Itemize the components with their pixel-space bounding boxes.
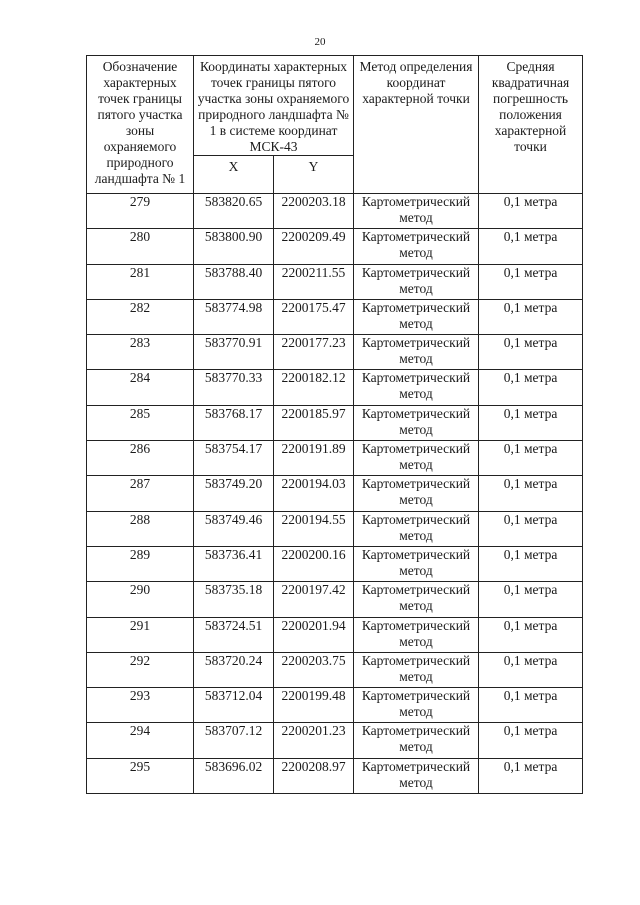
cell-method: Картометрический метод	[354, 511, 479, 546]
cell-y: 2200197.42	[274, 582, 354, 617]
cell-x: 583754.17	[194, 441, 274, 476]
cell-y: 2200201.94	[274, 617, 354, 652]
cell-method: Картометрический метод	[354, 758, 479, 793]
cell-id: 292	[87, 652, 194, 687]
cell-y: 2200182.12	[274, 370, 354, 405]
header-y: Y	[274, 156, 354, 194]
table-row	[87, 476, 583, 511]
cell-id: 294	[87, 723, 194, 758]
cell-error: 0,1 метра	[479, 335, 583, 370]
page-number: 20	[314, 36, 326, 48]
cell-y: 2200175.47	[274, 299, 354, 334]
table-row	[87, 582, 583, 617]
cell-x: 583736.41	[194, 546, 274, 581]
cell-error: 0,1 метра	[479, 723, 583, 758]
cell-x: 583770.91	[194, 335, 274, 370]
table-row	[87, 617, 583, 652]
cell-id: 295	[87, 758, 194, 793]
table-body	[87, 194, 583, 794]
cell-y: 2200199.48	[274, 688, 354, 723]
cell-y: 2200191.89	[274, 441, 354, 476]
cell-x: 583749.46	[194, 511, 274, 546]
cell-method: Картометрический метод	[354, 370, 479, 405]
cell-id: 282	[87, 299, 194, 334]
cell-error: 0,1 метра	[479, 229, 583, 264]
header-designation: Обозначение характерных точек границы пятого участка зоны охраняемого природного ландшафта № 1	[87, 56, 194, 194]
cell-error: 0,1 метра	[479, 688, 583, 723]
table-row	[87, 264, 583, 299]
coordinates-table	[86, 55, 583, 794]
cell-y: 2200208.97	[274, 758, 354, 793]
cell-id: 285	[87, 405, 194, 440]
cell-method: Картометрический метод	[354, 194, 479, 229]
table-row	[87, 441, 583, 476]
cell-error: 0,1 метра	[479, 582, 583, 617]
cell-error: 0,1 метра	[479, 476, 583, 511]
cell-x: 583820.65	[194, 194, 274, 229]
cell-y: 2200209.49	[274, 229, 354, 264]
cell-y: 2200185.97	[274, 405, 354, 440]
cell-method: Картометрический метод	[354, 299, 479, 334]
table-row	[87, 229, 583, 264]
cell-id: 284	[87, 370, 194, 405]
cell-x: 583724.51	[194, 617, 274, 652]
table-row	[87, 405, 583, 440]
cell-method: Картометрический метод	[354, 617, 479, 652]
cell-x: 583788.40	[194, 264, 274, 299]
cell-error: 0,1 метра	[479, 617, 583, 652]
header-x: X	[194, 156, 274, 194]
header-method: Метод определения координат характерной точки	[354, 56, 479, 194]
cell-id: 291	[87, 617, 194, 652]
cell-y: 2200194.55	[274, 511, 354, 546]
table-row	[87, 511, 583, 546]
cell-error: 0,1 метра	[479, 405, 583, 440]
table-row	[87, 194, 583, 229]
cell-method: Картометрический метод	[354, 229, 479, 264]
table-row	[87, 652, 583, 687]
cell-method: Картометрический метод	[354, 723, 479, 758]
table-row	[87, 370, 583, 405]
cell-x: 583770.33	[194, 370, 274, 405]
cell-method: Картометрический метод	[354, 652, 479, 687]
cell-x: 583768.17	[194, 405, 274, 440]
table-row	[87, 688, 583, 723]
cell-x: 583720.24	[194, 652, 274, 687]
table-row	[87, 723, 583, 758]
cell-y: 2200201.23	[274, 723, 354, 758]
cell-x: 583696.02	[194, 758, 274, 793]
cell-id: 287	[87, 476, 194, 511]
cell-id: 281	[87, 264, 194, 299]
cell-method: Картометрический метод	[354, 546, 479, 581]
table-row	[87, 299, 583, 334]
cell-error: 0,1 метра	[479, 370, 583, 405]
cell-error: 0,1 метра	[479, 758, 583, 793]
cell-x: 583774.98	[194, 299, 274, 334]
header-coordinates: Координаты характерных точек границы пятого участка зоны охраняемого природного ландшафта № 1 в системе координат МСК-43	[194, 56, 354, 156]
cell-error: 0,1 метра	[479, 264, 583, 299]
cell-y: 2200200.16	[274, 546, 354, 581]
cell-error: 0,1 метра	[479, 546, 583, 581]
cell-x: 583712.04	[194, 688, 274, 723]
cell-id: 279	[87, 194, 194, 229]
cell-error: 0,1 метра	[479, 441, 583, 476]
cell-method: Картометрический метод	[354, 441, 479, 476]
cell-id: 290	[87, 582, 194, 617]
cell-y: 2200211.55	[274, 264, 354, 299]
cell-method: Картометрический метод	[354, 335, 479, 370]
table-row	[87, 758, 583, 793]
cell-error: 0,1 метра	[479, 299, 583, 334]
cell-id: 289	[87, 546, 194, 581]
cell-method: Картометрический метод	[354, 582, 479, 617]
cell-y: 2200177.23	[274, 335, 354, 370]
cell-id: 293	[87, 688, 194, 723]
cell-method: Картометрический метод	[354, 405, 479, 440]
cell-method: Картометрический метод	[354, 688, 479, 723]
cell-error: 0,1 метра	[479, 652, 583, 687]
cell-x: 583800.90	[194, 229, 274, 264]
cell-x: 583735.18	[194, 582, 274, 617]
cell-y: 2200203.18	[274, 194, 354, 229]
cell-y: 2200203.75	[274, 652, 354, 687]
cell-id: 288	[87, 511, 194, 546]
cell-y: 2200194.03	[274, 476, 354, 511]
cell-x: 583749.20	[194, 476, 274, 511]
cell-id: 283	[87, 335, 194, 370]
cell-id: 286	[87, 441, 194, 476]
cell-error: 0,1 метра	[479, 511, 583, 546]
cell-method: Картометрический метод	[354, 264, 479, 299]
cell-method: Картометрический метод	[354, 476, 479, 511]
cell-x: 583707.12	[194, 723, 274, 758]
cell-error: 0,1 метра	[479, 194, 583, 229]
cell-id: 280	[87, 229, 194, 264]
header-error: Средняя квадратичная погрешность положения характерной точки	[479, 56, 583, 194]
table-row	[87, 335, 583, 370]
table-row	[87, 546, 583, 581]
